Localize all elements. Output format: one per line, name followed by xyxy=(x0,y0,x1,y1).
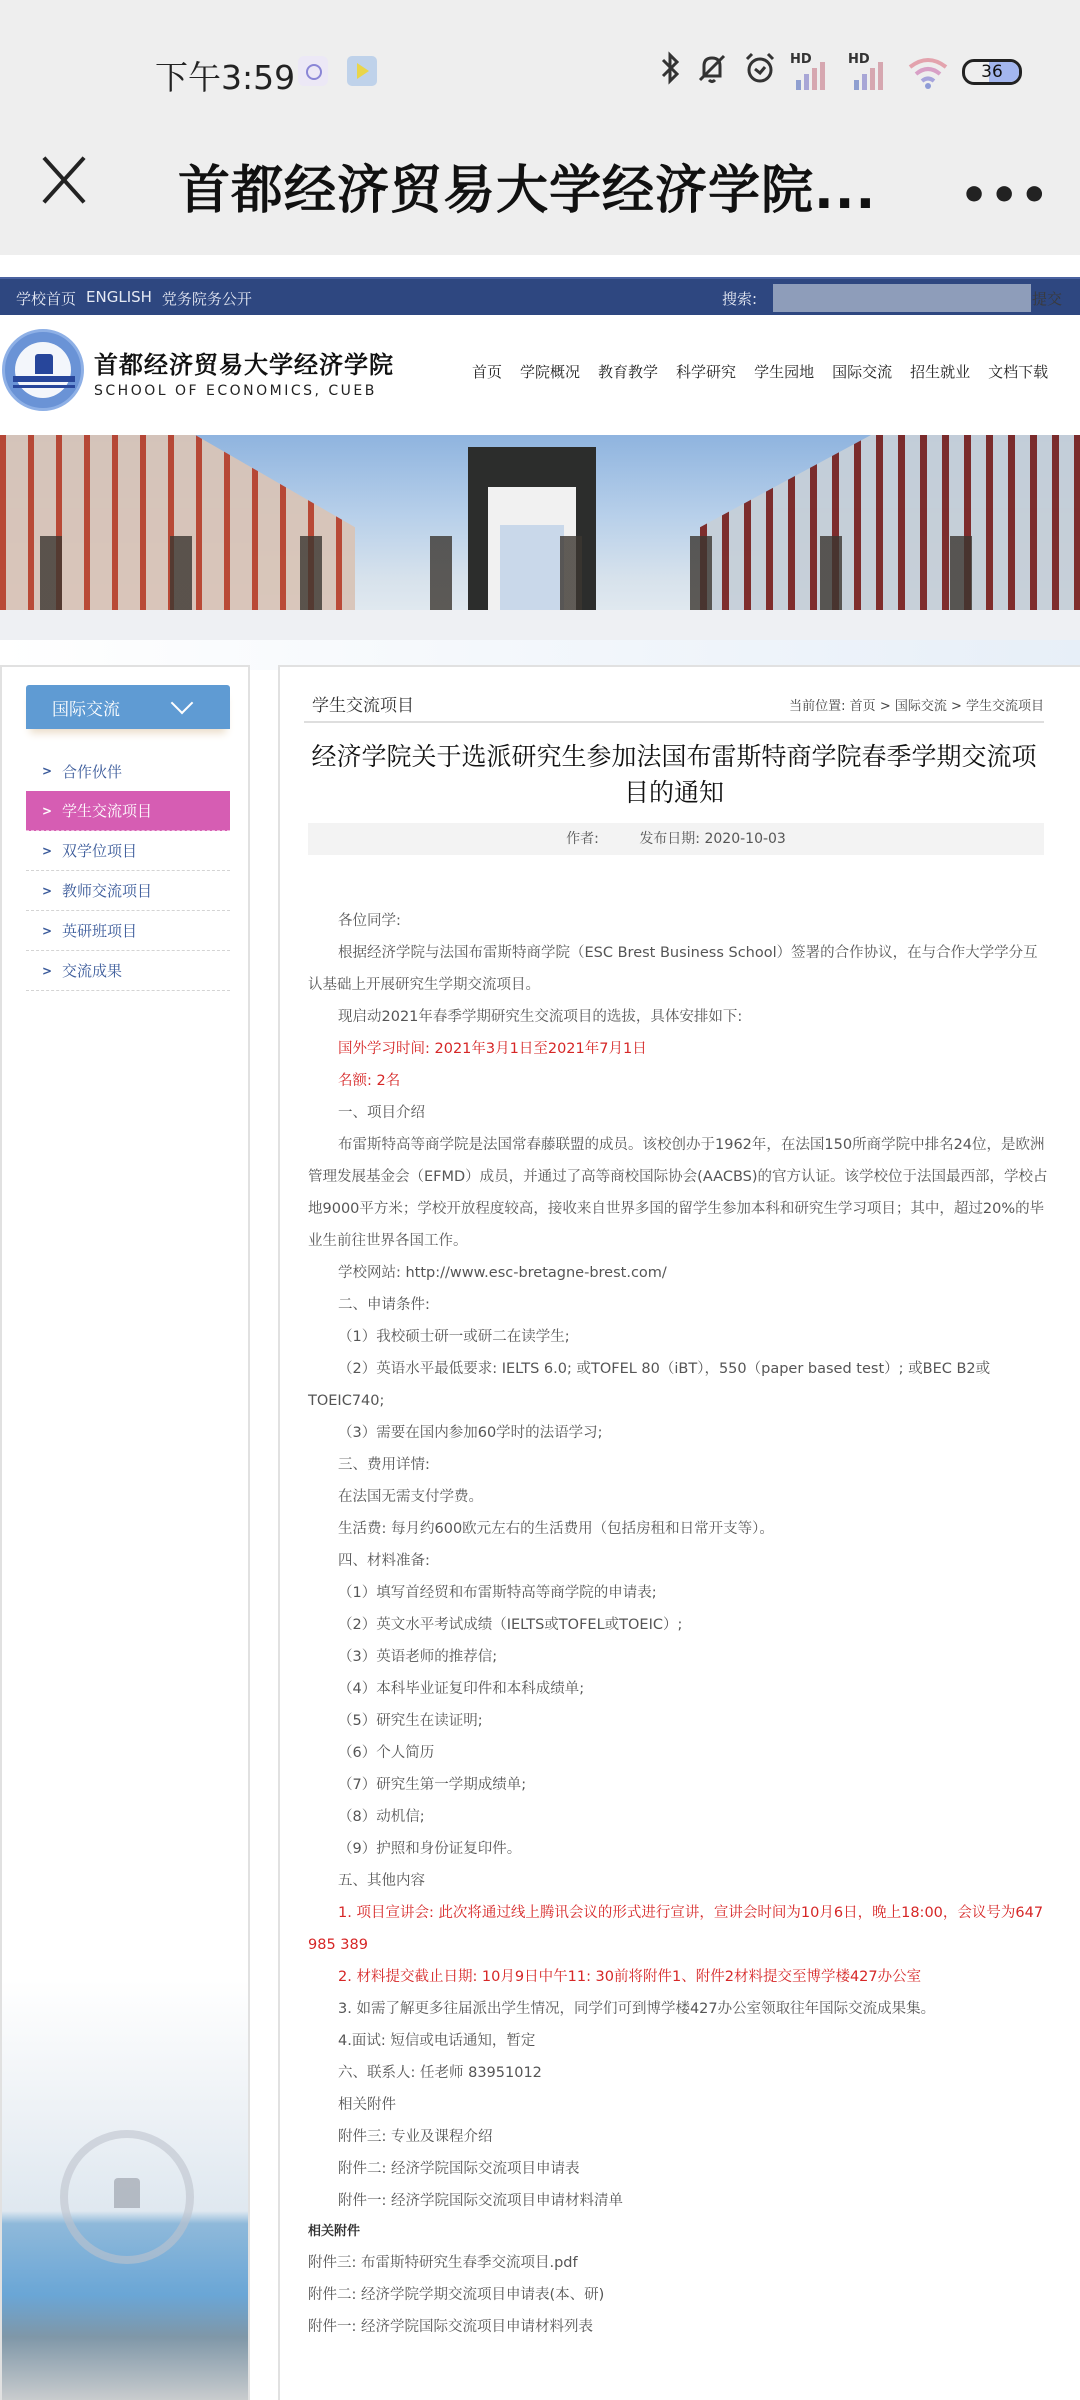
nav-admissions[interactable]: 招生就业 xyxy=(910,363,971,381)
main-nav xyxy=(472,361,1048,382)
section-title: 学生交流项目 xyxy=(312,696,414,716)
publish-date: 发布日期: 2020-10-03 xyxy=(639,831,786,847)
signal-strength-icon-1: HD xyxy=(790,52,836,92)
material-6: （6）个人简历 xyxy=(338,1745,435,1761)
chevron-right-icon: > xyxy=(42,843,53,858)
fee-living: 生活费: 每月约600欧元左右的生活费用（包括房租和日常开支等）。 xyxy=(338,1521,774,1537)
logo-title-cn[interactable]: 首都经济贸易大学经济学院 xyxy=(94,351,394,379)
other-item-1: 1. 项目宣讲会: 此次将通过线上腾讯会议的形式进行宣讲，宣讲会时间为10月6日，晚上18:00，会议号为647 985 389 xyxy=(308,1905,1044,1953)
status-icons xyxy=(660,50,1022,94)
battery-icon: 36 xyxy=(962,59,1022,85)
webpage xyxy=(0,255,1080,2400)
chevron-right-icon: > xyxy=(42,764,53,778)
greeting: 各位同学: xyxy=(338,913,401,929)
sidebar xyxy=(0,665,250,2400)
material-9: （9）护照和身份证复印件。 xyxy=(338,1841,522,1857)
material-8: （8）动机信; xyxy=(338,1809,425,1825)
requirement-1: （1）我校硕士研一或研二在读学生; xyxy=(338,1329,570,1345)
breadcrumb[interactable]: 当前位置: 首页 > 国际交流 > 学生交流项目 xyxy=(789,699,1044,714)
requirement-3: （3）需要在国内参加60学时的法语学习; xyxy=(338,1425,603,1441)
watermark-seal-icon xyxy=(60,2130,194,2264)
site-header xyxy=(0,317,1080,417)
sidebar-item-teacher-exchange[interactable]: > 教师交流项目 xyxy=(26,871,230,911)
link-party-affairs[interactable]: 党务院务公开 xyxy=(161,290,252,308)
search-label: 搜索: xyxy=(722,290,758,308)
section-1-body: 布雷斯特高等商学院是法国常春藤联盟的成员。该校创办于1962年，在法国150所商学院中排名24位，是欧洲管理发展基金会（EFMD）成员，并通过了高等商校国际协会(AACBS)的官方认证。该学校位于法国最西部，学校占地9000平方米；学校开放程度较高，接收来自世界多国的留学生参加本科和研究生学习项目；其中，超过20%的毕业生前往世界各国工作。 xyxy=(308,1137,1048,1249)
school-logo-emblem[interactable] xyxy=(2,329,84,411)
attachment-link-2[interactable]: 附件二: 经济学院学期交流项目申请表(本、研) xyxy=(308,2287,605,2303)
requirement-2: （2）英语水平最低要求: IELTS 6.0; 或TOFEL 80（iBT），550（paper based test）; 或BEC B2或TOEIC740; xyxy=(308,1361,991,1409)
nav-students[interactable]: 学生园地 xyxy=(754,363,815,381)
sidebar-header-label: 国际交流 xyxy=(52,700,120,720)
school-website[interactable]: 学校网站: http://www.esc-bretagne-brest.com/ xyxy=(338,1265,667,1281)
article-title: 经济学院关于选派研究生参加法国布雷斯特商学院春季学期交流项目的通知 xyxy=(311,742,1037,807)
chevron-right-icon: > xyxy=(42,803,53,818)
sidebar-item-double-degree[interactable]: > 双学位项目 xyxy=(26,831,230,871)
material-5: （5）研究生在读证明; xyxy=(338,1713,483,1729)
study-time: 国外学习时间: 2021年3月1日至2021年7月1日 xyxy=(338,1041,647,1057)
signal-strength-icon-2: HD xyxy=(848,52,894,92)
section-2-title: 二、申请条件: xyxy=(338,1297,430,1313)
chevron-right-icon: > xyxy=(42,883,53,898)
nav-about[interactable]: 学院概况 xyxy=(520,363,581,381)
article-meta xyxy=(308,823,1044,855)
sidebar-list xyxy=(26,751,230,991)
inline-attachment-1: 附件一: 经济学院国际交流项目申请材料清单 xyxy=(338,2193,623,2209)
search-submit-button[interactable]: 提交 xyxy=(1032,288,1062,309)
attachment-link-1[interactable]: 附件一: 经济学院国际交流项目申请材料列表 xyxy=(308,2319,593,2335)
browser-title-bar xyxy=(0,130,1080,255)
author-label: 作者: xyxy=(566,831,599,847)
material-7: （7）研究生第一学期成绩单; xyxy=(338,1777,527,1793)
material-2: （2）英文水平考试成绩（IELTS或TOFEL或TOEIC）; xyxy=(338,1617,683,1633)
nav-research[interactable]: 科学研究 xyxy=(676,363,737,381)
more-options-icon[interactable]: ••• xyxy=(960,170,1051,221)
nav-international[interactable]: 国际交流 xyxy=(832,363,893,381)
inline-attachment-3: 附件三: 专业及课程介绍 xyxy=(338,2129,493,2145)
section-3-title: 三、费用详情: xyxy=(338,1457,430,1473)
article-panel xyxy=(278,665,1080,2400)
nav-downloads[interactable]: 文档下载 xyxy=(988,363,1049,381)
mute-bell-icon xyxy=(694,50,730,94)
inline-attachment-2: 附件二: 经济学院国际交流项目申请表 xyxy=(338,2161,580,2177)
attachment-link-3[interactable]: 附件三: 布雷斯特研究生春季交流项目.pdf xyxy=(308,2255,578,2271)
status-bar xyxy=(0,0,1080,130)
sidebar-item-results[interactable]: > 交流成果 xyxy=(26,951,230,991)
fee-tuition: 在法国无需支付学费。 xyxy=(338,1489,483,1505)
section-4-title: 四、材料准备: xyxy=(338,1553,430,1569)
launch-paragraph: 现启动2021年春季学期研究生交流项目的选拔，具体安排如下: xyxy=(338,1009,743,1025)
nav-home[interactable]: 首页 xyxy=(472,363,503,381)
contact: 六、联系人: 任老师 83951012 xyxy=(338,2065,542,2081)
material-4: （4）本科毕业证复印件和本科成绩单; xyxy=(338,1681,585,1697)
inline-attachments-title: 相关附件 xyxy=(338,2097,396,2113)
other-item-2: 2. 材料提交截止日期: 10月9日中午11: 30前将附件1、附件2材料提交至博学楼427办公室 xyxy=(338,1969,922,1985)
sidebar-item-english-program[interactable]: > 英研班项目 xyxy=(26,911,230,951)
media-notification-icon xyxy=(347,56,377,86)
material-1: （1）填写首经贸和布雷斯特高等商学院的申请表; xyxy=(338,1585,657,1601)
chevron-right-icon: > xyxy=(42,963,53,978)
sidebar-item-partners[interactable]: > 合作伙伴 xyxy=(26,751,230,791)
link-school-home[interactable]: 学校首页 xyxy=(16,290,77,308)
search-input[interactable] xyxy=(773,284,1031,312)
wifi-icon xyxy=(906,53,950,91)
material-3: （3）英语老师的推荐信; xyxy=(338,1649,498,1665)
top-links xyxy=(16,288,252,309)
app-notification-icon xyxy=(298,56,328,86)
bluetooth-icon xyxy=(660,50,682,94)
alarm-icon xyxy=(742,50,778,94)
other-item-4: 4.面试: 短信或电话通知，暂定 xyxy=(338,2033,536,2049)
other-item-3: 3. 如需了解更多往届派出学生情况，同学们可到博学楼427办公室领取往年国际交流成果集。 xyxy=(338,2001,936,2017)
chevron-right-icon: > xyxy=(42,923,53,938)
section-1-title: 一、项目介绍 xyxy=(338,1105,425,1121)
intro-paragraph: 根据经济学院与法国布雷斯特商学院（ESC Brest Business School）签署的合作协议，在与合作大学学分互认基础上开展研究生学期交流项目。 xyxy=(308,945,1038,993)
sidebar-header[interactable] xyxy=(26,685,230,729)
section-5-title: 五、其他内容 xyxy=(338,1873,425,1889)
site-top-bar xyxy=(0,277,1080,315)
content-header xyxy=(304,683,1044,723)
logo-title-en[interactable]: SCHOOL OF ECONOMICS, CUEB xyxy=(94,383,377,399)
article-body xyxy=(308,905,1048,2343)
chevron-down-icon xyxy=(171,692,194,715)
quota: 名额: 2名 xyxy=(338,1073,401,1089)
link-english[interactable]: ENGLISH xyxy=(86,288,152,306)
close-icon[interactable] xyxy=(38,152,90,204)
page-title: 首都经济贸易大学经济学院... xyxy=(178,161,877,221)
sidebar-item-student-exchange[interactable]: > 学生交流项目 xyxy=(26,791,230,831)
sidebar-seascape-image xyxy=(2,1980,250,2400)
nav-education[interactable]: 教育教学 xyxy=(598,363,659,381)
campus-banner-image xyxy=(0,435,1080,640)
attachments-title: 相关附件 xyxy=(308,2224,361,2239)
status-time: 下午3:59 xyxy=(155,58,296,97)
